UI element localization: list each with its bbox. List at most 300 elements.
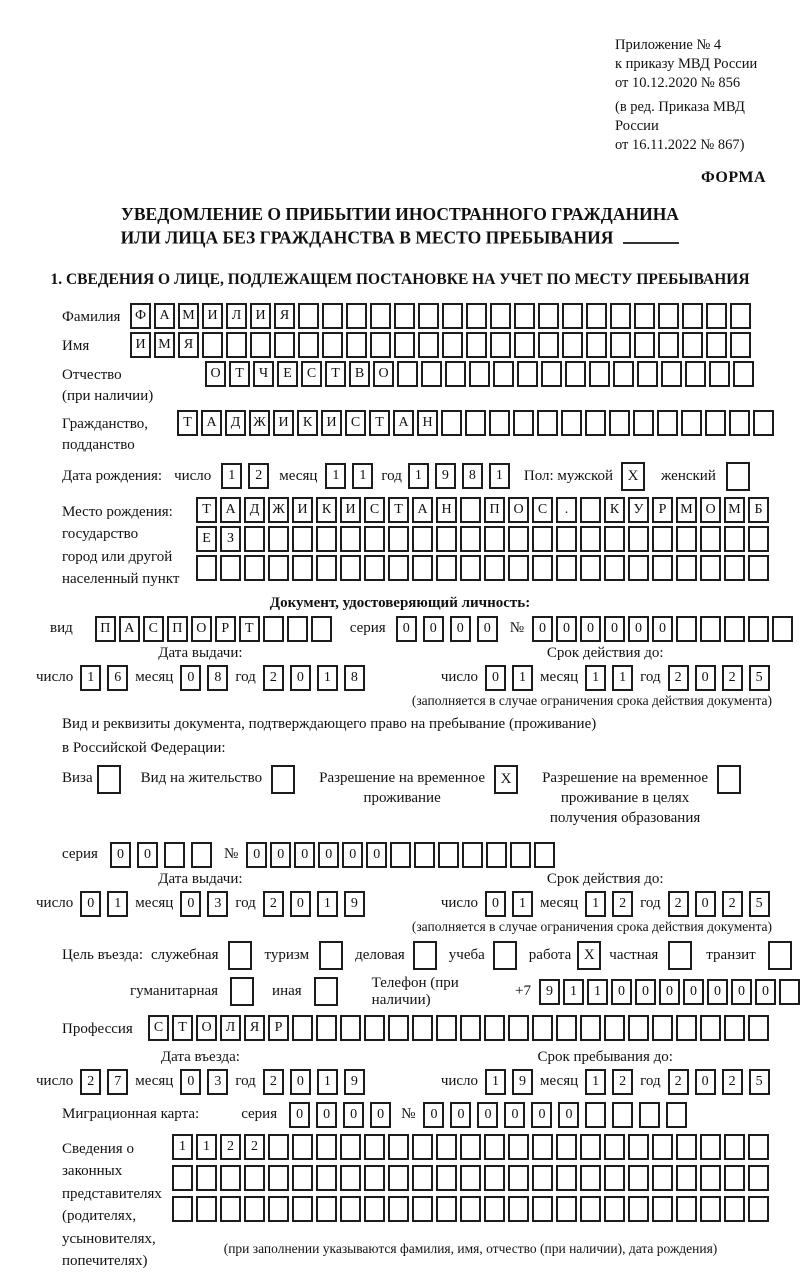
residence-option-visa-checkbox <box>97 765 121 794</box>
char-cell: С <box>345 410 366 436</box>
char-cell <box>340 1196 361 1222</box>
char-cell: К <box>316 497 337 523</box>
residence-option-temp-residence-education-checkbox <box>717 765 741 794</box>
patronymic-row <box>62 361 800 407</box>
birthplace-cells-row3 <box>196 555 769 581</box>
char-cell <box>556 526 577 552</box>
char-cell <box>292 1196 313 1222</box>
char-cell: 1 <box>221 463 242 489</box>
char-cell <box>268 1134 289 1160</box>
char-cell <box>532 1196 553 1222</box>
char-cell: 0 <box>477 1102 498 1128</box>
char-cell <box>97 765 121 794</box>
char-cell: 0 <box>450 1102 471 1128</box>
appendix-line: к приказу МВД России <box>615 56 758 72</box>
char-cell <box>639 1102 660 1128</box>
year-label: год <box>640 895 661 911</box>
char-cell <box>364 1134 385 1160</box>
char-cell: 0 <box>290 1069 311 1095</box>
char-cell <box>532 1134 553 1160</box>
char-cell: И <box>292 497 313 523</box>
char-cell: 0 <box>396 616 417 642</box>
identity-kind-label: вид <box>50 620 73 636</box>
char-cell: 2 <box>80 1069 101 1095</box>
char-cell: 0 <box>755 979 776 1005</box>
char-cell <box>733 361 754 387</box>
char-cell: К <box>604 497 625 523</box>
given-name-cells <box>130 332 751 358</box>
char-cell <box>465 410 486 436</box>
sex-male-checkbox <box>621 462 645 491</box>
char-cell <box>748 1134 769 1160</box>
char-cell: А <box>412 497 433 523</box>
residence-series-cells <box>110 842 212 868</box>
identity-dates-row <box>36 645 800 691</box>
residence-issue-month-cells <box>180 891 228 917</box>
char-cell: 6 <box>107 665 128 691</box>
char-cell <box>442 332 463 358</box>
char-cell: 5 <box>749 665 770 691</box>
year-label: год <box>640 1073 661 1089</box>
char-cell: 1 <box>408 463 429 489</box>
char-cell: 0 <box>423 616 444 642</box>
month-label: месяц <box>540 669 579 685</box>
char-cell: 1 <box>612 665 633 691</box>
char-cell <box>388 1015 409 1041</box>
char-cell <box>484 1015 505 1041</box>
char-cell: 0 <box>318 842 339 868</box>
representatives-label-line: Сведения о <box>62 1140 134 1157</box>
char-cell <box>628 1165 649 1191</box>
form-label: ФОРМА <box>700 169 766 186</box>
char-cell <box>628 1196 649 1222</box>
char-cell: 1 <box>485 1069 506 1095</box>
char-cell <box>460 555 481 581</box>
char-cell <box>340 526 361 552</box>
char-cell <box>585 410 606 436</box>
migration-number-label: № <box>401 1106 416 1122</box>
char-cell: 0 <box>531 1102 552 1128</box>
char-cell: Л <box>226 303 247 329</box>
char-cell <box>628 555 649 581</box>
char-cell <box>681 410 702 436</box>
month-label: месяц <box>540 1073 579 1089</box>
birthplace-cells-block <box>196 497 769 581</box>
char-cell <box>604 1196 625 1222</box>
char-cell <box>172 1165 193 1191</box>
char-cell: Д <box>225 410 246 436</box>
surname-row <box>62 303 800 329</box>
residence-option-label <box>141 763 262 788</box>
appendix-reference <box>615 36 785 155</box>
char-cell: О <box>196 1015 217 1041</box>
option-label-line: проживание <box>363 789 441 806</box>
char-cell: 0 <box>270 842 291 868</box>
char-cell <box>538 303 559 329</box>
char-cell <box>652 1165 673 1191</box>
char-cell: 1 <box>317 1069 338 1095</box>
char-cell: С <box>301 361 322 387</box>
char-cell <box>441 410 462 436</box>
char-cell <box>172 1196 193 1222</box>
char-cell <box>484 1165 505 1191</box>
char-cell: 9 <box>539 979 560 1005</box>
char-cell <box>226 332 247 358</box>
char-cell <box>421 361 442 387</box>
birth-year-cells <box>408 463 510 489</box>
purpose-business-checkbox <box>413 941 437 970</box>
char-cell: 0 <box>316 1102 337 1128</box>
char-cell: Т <box>239 616 260 642</box>
birthplace-label-line1: Место рождения: <box>62 503 173 520</box>
char-cell <box>191 842 212 868</box>
char-cell: О <box>205 361 226 387</box>
char-cell <box>534 842 555 868</box>
stay-until-group <box>441 1049 770 1095</box>
identity-valid-month-cells <box>585 665 633 691</box>
char-cell <box>676 555 697 581</box>
char-cell <box>364 1165 385 1191</box>
char-cell <box>508 526 529 552</box>
char-cell <box>589 361 610 387</box>
char-cell: 1 <box>512 665 533 691</box>
char-cell <box>580 555 601 581</box>
appendix-line: от 10.12.2020 № 856 <box>615 75 741 91</box>
char-cell <box>292 1015 313 1041</box>
section-1-heading: 1. СВЕДЕНИЯ О ЛИЦЕ, ПОДЛЕЖАЩЕМ ПОСТАНОВКЕ НА УЧЕТ ПО МЕСТУ ПРЕБЫВАНИЯ <box>50 270 750 288</box>
char-cell <box>517 361 538 387</box>
char-cell: О <box>508 497 529 523</box>
char-cell: 2 <box>722 891 743 917</box>
year-label: год <box>640 669 661 685</box>
char-cell <box>271 765 295 794</box>
char-cell <box>469 361 490 387</box>
char-cell <box>364 555 385 581</box>
option-label-line: получения образования <box>549 809 701 826</box>
char-cell: 1 <box>196 1134 217 1160</box>
char-cell <box>748 616 769 642</box>
char-cell: 2 <box>263 665 284 691</box>
char-cell <box>508 555 529 581</box>
char-cell: 0 <box>558 1102 579 1128</box>
char-cell <box>196 555 217 581</box>
char-cell: А <box>393 410 414 436</box>
char-cell <box>230 977 254 1006</box>
identity-number-cells <box>532 616 793 642</box>
purpose-work-label: работа <box>528 946 572 963</box>
char-cell: Т <box>369 410 390 436</box>
purpose-humanitarian-label: гуманитарная <box>130 983 219 999</box>
char-cell <box>580 497 601 523</box>
day-label: число <box>36 1073 74 1089</box>
char-cell: 0 <box>635 979 656 1005</box>
char-cell <box>676 1134 697 1160</box>
char-cell: М <box>724 497 745 523</box>
birthplace-cells-row2 <box>196 526 769 552</box>
char-cell <box>556 1134 577 1160</box>
char-cell <box>730 332 751 358</box>
char-cell <box>484 1196 505 1222</box>
char-cell <box>612 1102 633 1128</box>
issue-date-heading: Дата выдачи: <box>158 644 243 661</box>
char-cell: Т <box>196 497 217 523</box>
identity-issue-group <box>36 645 365 691</box>
char-cell: 0 <box>450 616 471 642</box>
char-cell <box>700 1196 721 1222</box>
residence-doc-intro-line2: в Российской Федерации: <box>62 739 226 756</box>
purpose-other-checkbox <box>314 977 338 1006</box>
day-label: число <box>36 669 74 685</box>
char-cell: 0 <box>423 1102 444 1128</box>
option-label-line: Разрешение на временное <box>542 769 709 786</box>
char-cell <box>561 410 582 436</box>
char-cell: С <box>143 616 164 642</box>
residence-option-temp-residence-education <box>542 763 741 828</box>
char-cell: М <box>676 497 697 523</box>
char-cell: 1 <box>325 463 346 489</box>
char-cell: 0 <box>659 979 680 1005</box>
profession-label: Профессия <box>62 1020 133 1037</box>
month-label: месяц <box>135 669 174 685</box>
residence-option-label <box>62 763 93 788</box>
identity-valid-day-cells <box>485 665 533 691</box>
char-cell: Ж <box>268 497 289 523</box>
char-cell <box>726 462 750 491</box>
char-cell <box>489 410 510 436</box>
char-cell <box>748 555 769 581</box>
profession-row <box>62 1015 800 1041</box>
stay-month-cells <box>585 1069 633 1095</box>
residence-doc-intro-line1: Вид и реквизиты документа, подтверждающего право на пребывание (проживание) <box>62 715 597 732</box>
char-cell: Р <box>215 616 236 642</box>
char-cell <box>490 303 511 329</box>
char-cell <box>364 1196 385 1222</box>
char-cell: 0 <box>504 1102 525 1128</box>
char-cell <box>442 303 463 329</box>
identity-series-label: серия <box>349 620 386 636</box>
char-cell: 0 <box>695 665 716 691</box>
purpose-work-checkbox <box>577 941 601 970</box>
char-cell <box>250 332 271 358</box>
residence-option-label <box>542 763 708 828</box>
char-cell <box>562 332 583 358</box>
char-cell: Е <box>196 526 217 552</box>
char-cell <box>604 526 625 552</box>
char-cell: 2 <box>263 1069 284 1095</box>
char-cell <box>541 361 562 387</box>
char-cell: 0 <box>289 1102 310 1128</box>
char-cell: 0 <box>366 842 387 868</box>
char-cell <box>484 526 505 552</box>
char-cell: 2 <box>722 665 743 691</box>
char-cell <box>652 555 673 581</box>
char-cell: 0 <box>695 891 716 917</box>
birth-date-row <box>62 462 800 491</box>
representatives-label-line: (родителях, <box>62 1208 137 1224</box>
char-cell <box>724 1165 745 1191</box>
char-cell: Л <box>220 1015 241 1041</box>
char-cell <box>220 1165 241 1191</box>
char-cell: 0 <box>246 842 267 868</box>
char-cell <box>346 332 367 358</box>
char-cell: 0 <box>556 616 577 642</box>
char-cell <box>292 1134 313 1160</box>
char-cell <box>585 1102 606 1128</box>
char-cell: Ф <box>130 303 151 329</box>
profession-cells <box>148 1015 769 1041</box>
char-cell <box>196 1165 217 1191</box>
char-cell: 9 <box>344 891 365 917</box>
char-cell <box>412 1134 433 1160</box>
char-cell <box>220 555 241 581</box>
char-cell: Н <box>417 410 438 436</box>
char-cell <box>668 941 692 970</box>
char-cell <box>388 526 409 552</box>
representatives-label-line: законных <box>62 1163 123 1179</box>
char-cell: О <box>191 616 212 642</box>
char-cell <box>436 555 457 581</box>
birthplace-cells-row1 <box>196 497 769 523</box>
char-cell <box>220 1196 241 1222</box>
char-cell: 5 <box>749 891 770 917</box>
char-cell: 7 <box>107 1069 128 1095</box>
identity-number-label: № <box>509 620 524 636</box>
phone-label: Телефон (при наличии) <box>371 974 459 1008</box>
entry-month-cells <box>180 1069 228 1095</box>
char-cell: X <box>621 462 645 491</box>
char-cell <box>292 1165 313 1191</box>
char-cell <box>340 555 361 581</box>
char-cell <box>412 526 433 552</box>
representatives-cells-block <box>172 1134 769 1257</box>
char-cell: 1 <box>512 891 533 917</box>
char-cell <box>322 332 343 358</box>
representatives-row <box>62 1134 800 1273</box>
char-cell: 0 <box>80 891 101 917</box>
patronymic-label <box>62 361 205 407</box>
char-cell: С <box>148 1015 169 1041</box>
visit-purpose-label: Цель въезда: <box>62 946 143 963</box>
char-cell <box>462 842 483 868</box>
char-cell <box>580 1015 601 1041</box>
char-cell <box>676 1165 697 1191</box>
representatives-cells-row2 <box>172 1165 769 1191</box>
char-cell: В <box>349 361 370 387</box>
char-cell <box>390 842 411 868</box>
char-cell: Я <box>178 332 199 358</box>
char-cell <box>700 555 721 581</box>
purpose-official-label: служебная <box>150 946 219 963</box>
char-cell: 0 <box>695 1069 716 1095</box>
char-cell <box>772 616 793 642</box>
char-cell <box>652 1015 673 1041</box>
char-cell: А <box>201 410 222 436</box>
char-cell <box>700 1165 721 1191</box>
stay-day-cells <box>485 1069 533 1095</box>
char-cell: 9 <box>344 1069 365 1095</box>
char-cell <box>724 1196 745 1222</box>
char-cell <box>316 555 337 581</box>
char-cell <box>676 1196 697 1222</box>
birthplace-row <box>62 497 800 591</box>
char-cell <box>700 616 721 642</box>
char-cell: А <box>119 616 140 642</box>
phone-prefix: +7 <box>515 983 531 999</box>
day-label: число <box>440 669 479 685</box>
char-cell: 2 <box>668 1069 689 1095</box>
citizenship-label <box>62 410 177 456</box>
surname-label: Фамилия <box>62 308 121 325</box>
char-cell <box>676 1015 697 1041</box>
char-cell <box>666 1102 687 1128</box>
char-cell: 9 <box>435 463 456 489</box>
char-cell: Б <box>748 497 769 523</box>
stay-year-cells <box>668 1069 770 1095</box>
identity-valid-year-cells <box>668 665 770 691</box>
char-cell: А <box>220 497 241 523</box>
char-cell <box>292 555 313 581</box>
char-cell <box>244 1196 265 1222</box>
char-cell <box>298 332 319 358</box>
char-cell <box>316 1015 337 1041</box>
valid-until-heading: Срок действия до: <box>546 644 664 661</box>
title-line-1: УВЕДОМЛЕНИЕ О ПРИБЫТИИ ИНОСТРАННОГО ГРАЖДАНИНА <box>121 204 679 224</box>
representatives-label <box>62 1134 172 1273</box>
char-cell: 8 <box>462 463 483 489</box>
char-cell: 1 <box>585 665 606 691</box>
char-cell <box>676 526 697 552</box>
char-cell <box>724 1015 745 1041</box>
char-cell: 0 <box>652 616 673 642</box>
char-cell <box>316 526 337 552</box>
char-cell <box>466 303 487 329</box>
char-cell <box>388 555 409 581</box>
char-cell: П <box>95 616 116 642</box>
char-cell <box>556 1196 577 1222</box>
char-cell <box>779 979 800 1005</box>
char-cell <box>388 1196 409 1222</box>
char-cell <box>164 842 185 868</box>
char-cell: 0 <box>628 616 649 642</box>
char-cell: 0 <box>731 979 752 1005</box>
char-cell: 5 <box>749 1069 770 1095</box>
phone-cells <box>539 979 800 1005</box>
char-cell <box>706 303 727 329</box>
char-cell: Т <box>325 361 346 387</box>
char-cell <box>633 410 654 436</box>
char-cell <box>412 1165 433 1191</box>
char-cell <box>748 1015 769 1041</box>
purpose-other-label: иная <box>272 983 302 999</box>
char-cell <box>730 303 751 329</box>
surname-cells <box>130 303 751 329</box>
char-cell <box>486 842 507 868</box>
representatives-note: (при заполнении указываются фамилия, имя, отчество (при наличии), дата рождения) <box>223 1240 718 1256</box>
identity-issue-month-cells <box>180 665 228 691</box>
day-label: число <box>36 895 74 911</box>
char-cell <box>370 332 391 358</box>
char-cell <box>705 410 726 436</box>
char-cell: 2 <box>668 665 689 691</box>
representatives-label-line: усыновителях, <box>62 1230 156 1247</box>
char-cell <box>586 303 607 329</box>
month-label: месяц <box>135 895 174 911</box>
char-cell: З <box>220 526 241 552</box>
char-cell: 1 <box>563 979 584 1005</box>
char-cell <box>604 1165 625 1191</box>
char-cell <box>413 941 437 970</box>
char-cell: 3 <box>207 891 228 917</box>
